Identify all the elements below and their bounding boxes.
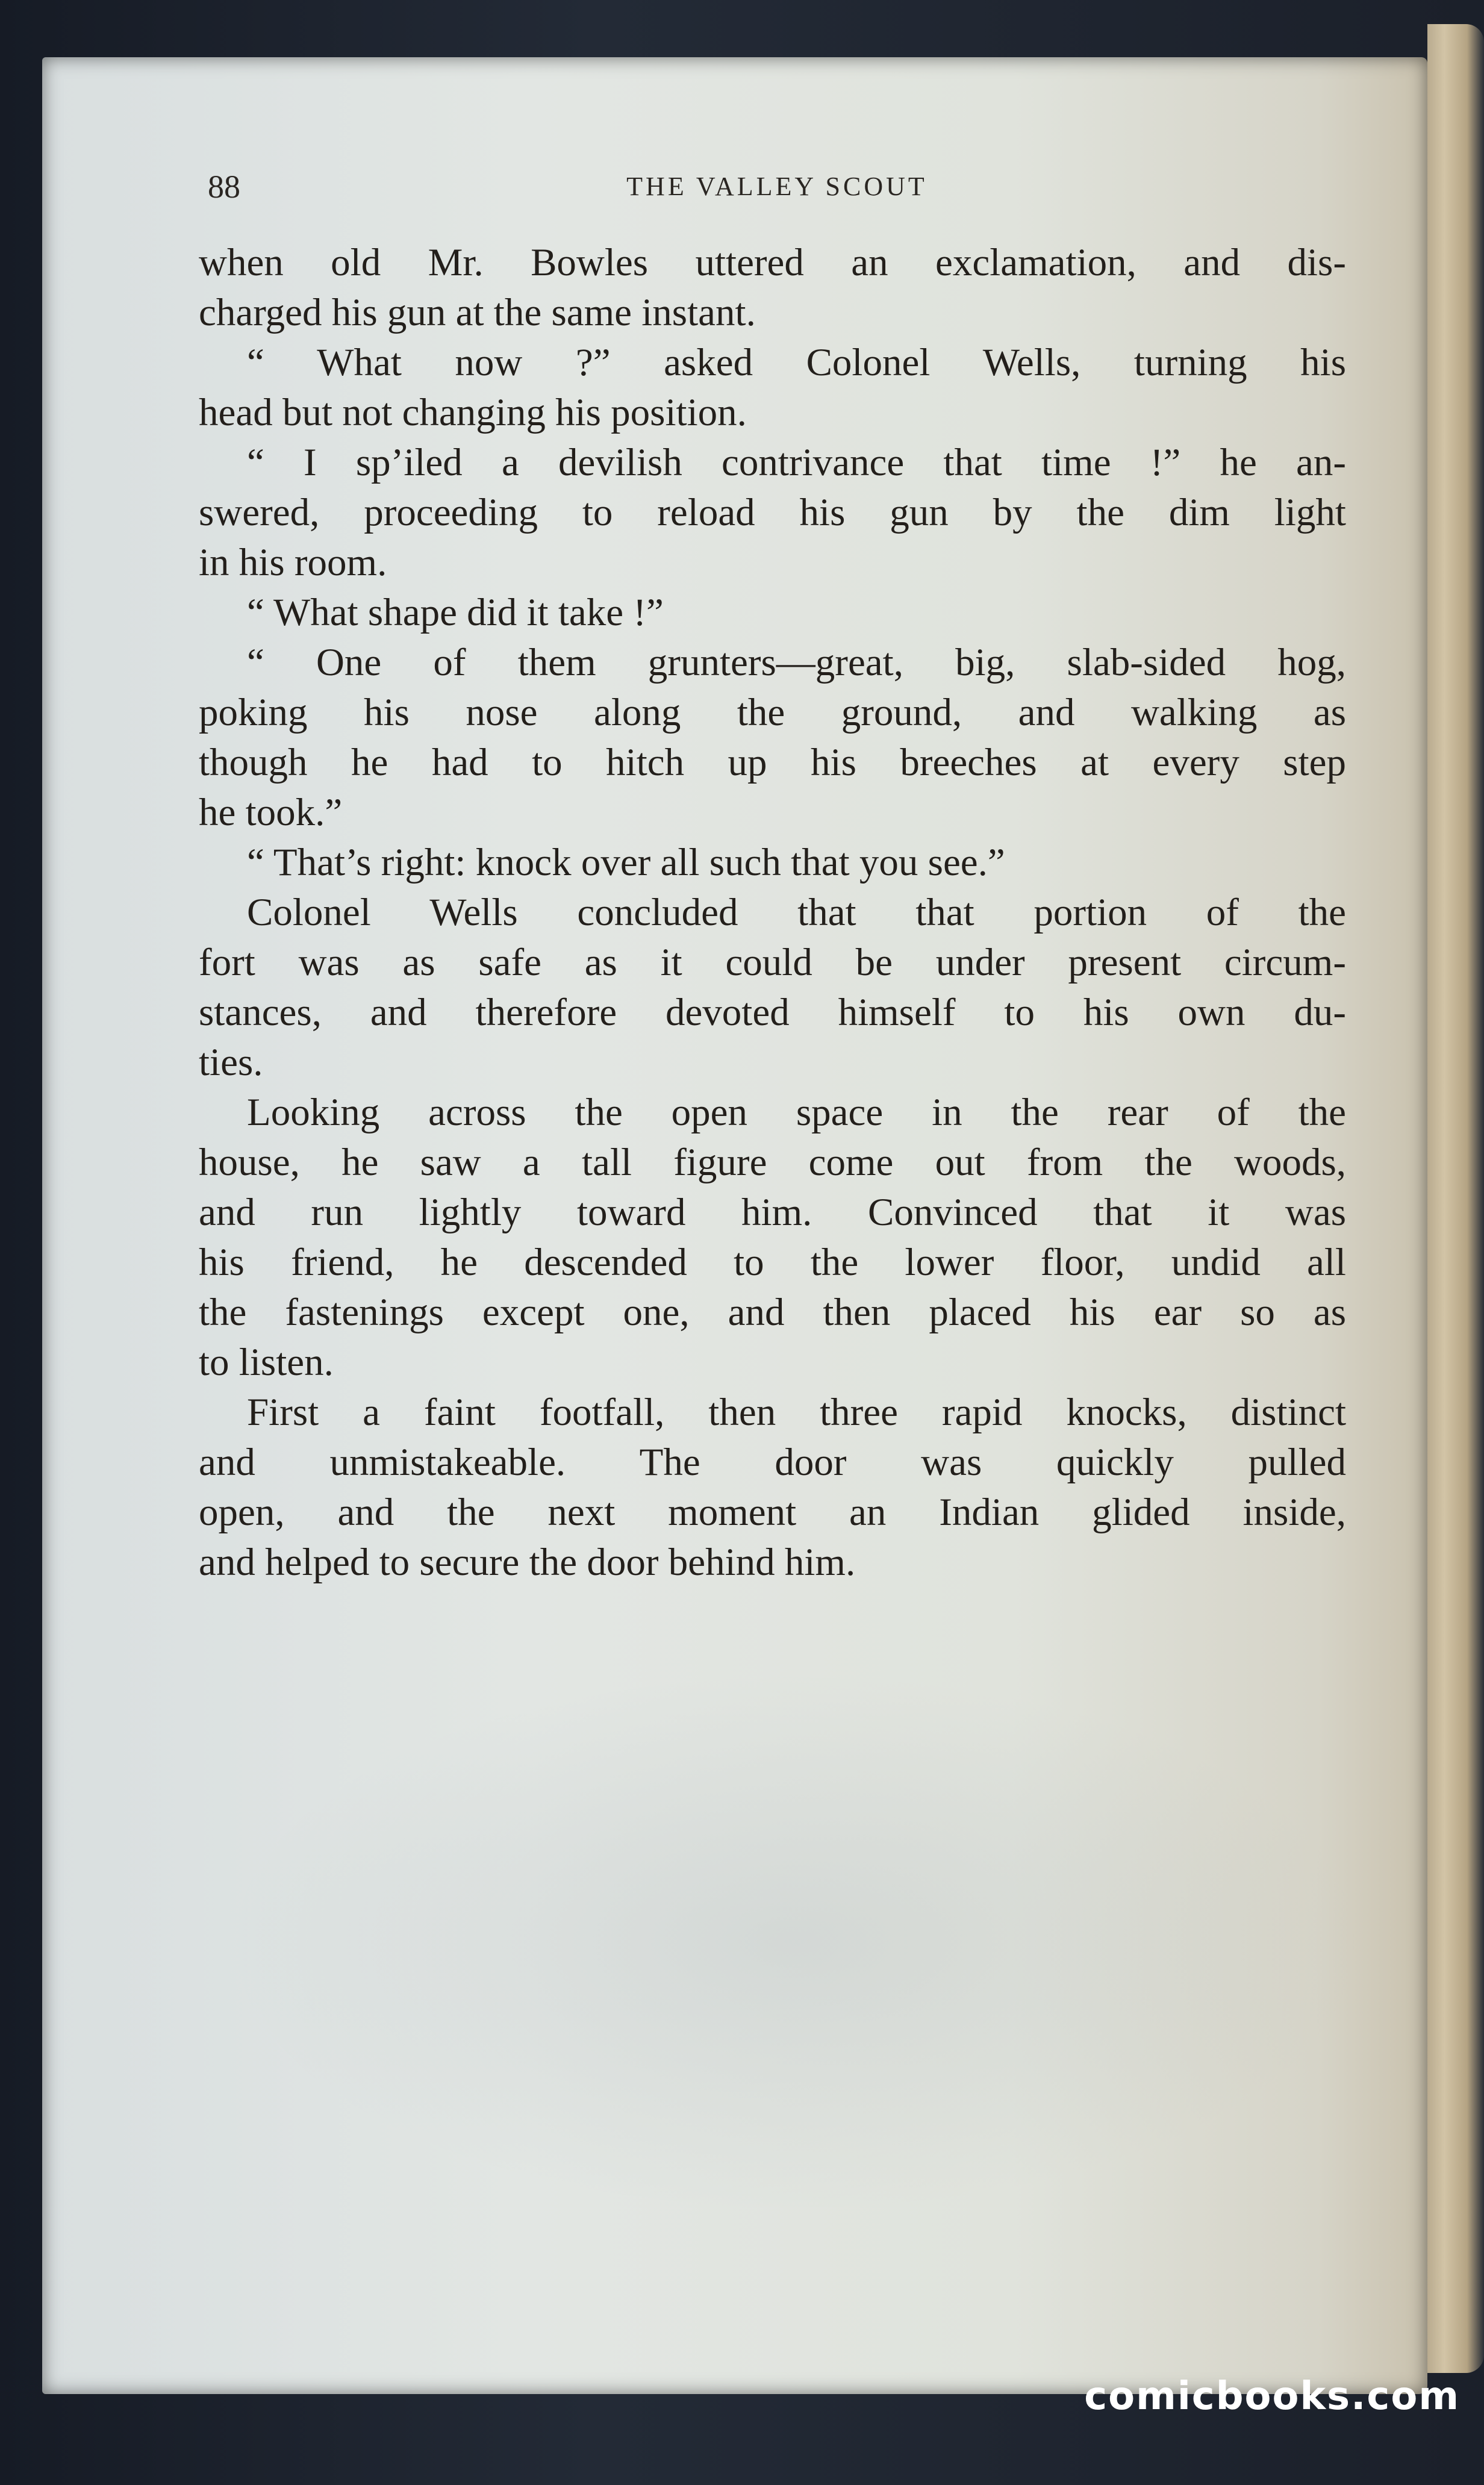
text-line: First a faint footfall, then three rapid knocks, distinct <box>247 1391 1346 1434</box>
text-line: “ One of them grunters—great, big, slab-sided hog, <box>247 641 1346 684</box>
watermark: comicbooks.com <box>1084 2374 1460 2419</box>
text-line: he took.” <box>199 791 343 834</box>
running-title: THE VALLEY SCOUT <box>626 172 928 201</box>
text-line: open, and the next moment an Indian glided inside, <box>199 1491 1346 1534</box>
text-line: the fastenings except one, and then placed his ear so as <box>199 1291 1346 1334</box>
text-line: though he had to hitch up his breeches at every step <box>199 741 1346 784</box>
text-line: swered, proceeding to reload his gun by the dim light <box>199 491 1346 534</box>
text-line: and helped to secure the door behind him. <box>199 1541 856 1584</box>
text-line: and unmistakeable. The door was quickly pulled <box>199 1441 1346 1484</box>
page-number: 88 <box>208 169 240 205</box>
show-through-text <box>223 1671 1367 2213</box>
text-line: fort was as safe as it could be under present circum- <box>199 941 1346 984</box>
page-header <box>208 163 1346 211</box>
text-line: charged his gun at the same instant. <box>199 291 756 334</box>
text-line: Looking across the open space in the rear of the <box>247 1091 1346 1134</box>
text-line: “ That’s right: knock over all such that you see.” <box>247 841 1005 884</box>
text-line: when old Mr. Bowles uttered an exclamation, and dis- <box>199 241 1346 284</box>
text-line: “ I sp’iled a devilish contrivance that time !” he an- <box>247 441 1346 484</box>
text-line: “ What shape did it take !” <box>247 591 664 634</box>
text-line: Colonel Wells concluded that that portion of the <box>247 891 1346 934</box>
page-edge <box>1427 24 1484 2373</box>
text-line: poking his nose along the ground, and walking as <box>199 691 1346 734</box>
text-line: in his room. <box>199 541 387 584</box>
text-line: and run lightly toward him. Convinced that it was <box>199 1191 1346 1234</box>
text-line: head but not changing his position. <box>199 391 747 434</box>
text-line: “ What now ?” asked Colonel Wells, turning his <box>247 341 1346 384</box>
text-line: ties. <box>199 1041 263 1084</box>
text-line: stances, and therefore devoted himself to his own du- <box>199 991 1346 1034</box>
text-line: to listen. <box>199 1341 334 1384</box>
body-text <box>199 238 1346 1588</box>
text-line: his friend, he descended to the lower floor, undid all <box>199 1241 1346 1284</box>
text-line: house, he saw a tall figure come out from the woods, <box>199 1141 1346 1184</box>
